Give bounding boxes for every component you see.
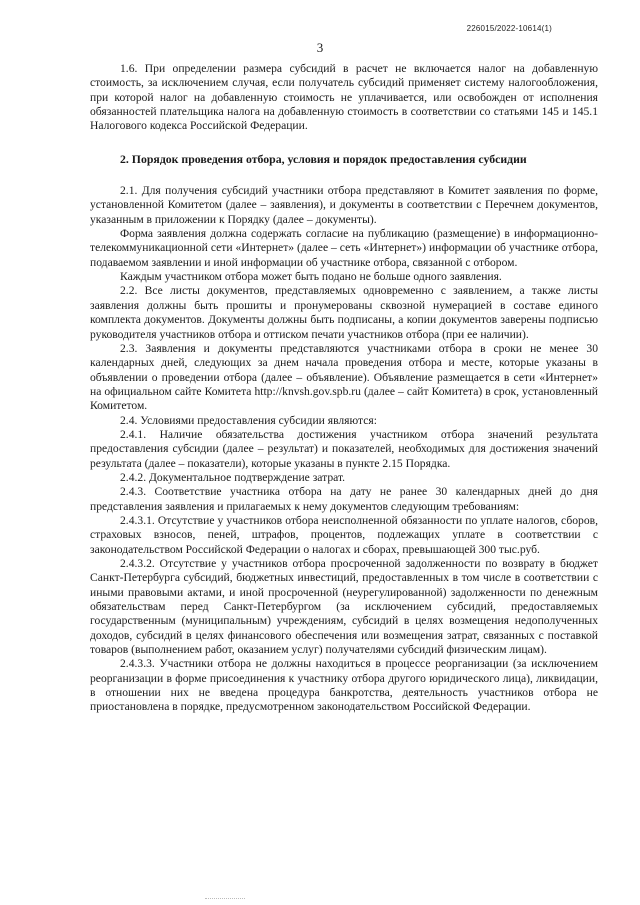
paragraph-2-1-form: Форма заявления должна содержать согласие на публикацию (размещение) в информационно-телекоммуникационной сети «Интернет» (далее – сеть «Интернет») информации об участнике отбора, подаваемом заявлении и иной информации об участнике отбора, связанной с отбором. — [90, 227, 598, 269]
paragraph-2-4-3: 2.4.3. Соответствие участника отбора на дату не ранее 30 календарных дней до дня представления заявления и прилагаемых к нему документов следующим требованиям: — [90, 485, 598, 513]
paragraph-2-4-3-3: 2.4.3.3. Участники отбора не должны находиться в процессе реорганизации (за исключением реорганизации в форме присоединения к участнику отбора другого юридического лица), ликвидации, в отношении них не введена процедура банкротства, деятельность участников отбора не приостановлена в порядке, предусмотренном законодательством Российской Федерации. — [90, 657, 598, 714]
document-id: 226015/2022-10614(1) — [466, 24, 552, 33]
paragraph-2-1-once: Каждым участником отбора может быть подано не больше одного заявления. — [120, 270, 502, 284]
paragraph-1-6: 1.6. При определении размера субсидий в расчет не включается налог на добавленную стоимость, за исключением случая, если получатель субсидий применяет систему налогообложения, при которой налог на добавленную стоимость не уплачивается, или освобожден от исполнения обязанностей плательщика налога на добавленную стоимость в соответствии со статьями 145 и 145.1 Налогового кодекса Российской Федерации. — [90, 62, 598, 133]
paragraph-2-4-3-2: 2.4.3.2. Отсутствие у участников отбора просроченной задолженности по возврату в бюджет Санкт-Петербурга субсидий, бюджетных инвестиций, предоставленных в том числе в соответствии с иными правовыми актами, и иной просроченной (неурегулированной) задолженности по денежным обязательствам перед Санкт-Петербургом (за исключением субсидий, предоставляемых государственным (муниципальным) учреждениям, субсидий в целях возмещения недополученных доходов, субсидий в целях финансового обеспечения или возмещения затрат, связанных с поставкой товаров (выполнением работ, оказанием услуг) получателями субсидий физическим лицам). — [90, 557, 598, 657]
paragraph-2-4: 2.4. Условиями предоставления субсидии являются: — [120, 413, 377, 427]
paragraph-2-3: 2.3. Заявления и документы представляются участниками отбора в сроки не менее 30 календарных дней, следующих за днем начала проведения отбора и месте, которые указаны в объявлении о проведении отбора (далее – объявление). Объявление размещается в сети «Интернет» на официальном сайте Комитета http://knvsh.gov.spb.ru (далее – сайт Комитета) в срок, установленный Комитетом. — [90, 341, 598, 413]
page-number: 3 — [316, 40, 324, 55]
section-2-title: 2. Порядок проведения отбора, условия и порядок предоставления субсидии — [120, 151, 527, 166]
paragraph-2-4-3-1: 2.4.3.1. Отсутствие у участников отбора неисполненной обязанности по уплате налогов, сборов, страховых взносов, пеней, штрафов, процентов, подлежащих уплате в соответствии с законодательством Российской Федерации о налогах и сборах, превышающей 300 тыс.руб. — [90, 513, 598, 556]
document-body — [90, 62, 598, 715]
paragraph-2-1: 2.1. Для получения субсидий участники отбора представляют в Комитет заявления по форме, установленной Комитетом (далее – заявления), и документы в соответствии с Перечнем документов, указанным в приложении к Порядку (далее – документы). — [90, 184, 598, 226]
paragraph-2-4-2: 2.4.2. Документальное подтверждение затрат. — [120, 470, 346, 484]
scan-footer-mark — [205, 898, 245, 903]
paragraph-2-4-1: 2.4.1. Наличие обязательства достижения участником отбора значений результата предоставления субсидии (далее – результат) и показателей, необходимых для достижения значений результата (далее – показатели), которые указаны в пункте 2.15 Порядка. — [90, 427, 598, 470]
paragraph-2-2: 2.2. Все листы документов, представляемых одновременно с заявлением, а также листы заявления должны быть прошиты и пронумерованы сквозной нумерацией в составе единого комплекта документов. Документы должны быть подписаны, а копии документов заверены подписью руководителя участников отбора и оттиском печати участников отбора (при ее наличии). — [90, 284, 598, 341]
